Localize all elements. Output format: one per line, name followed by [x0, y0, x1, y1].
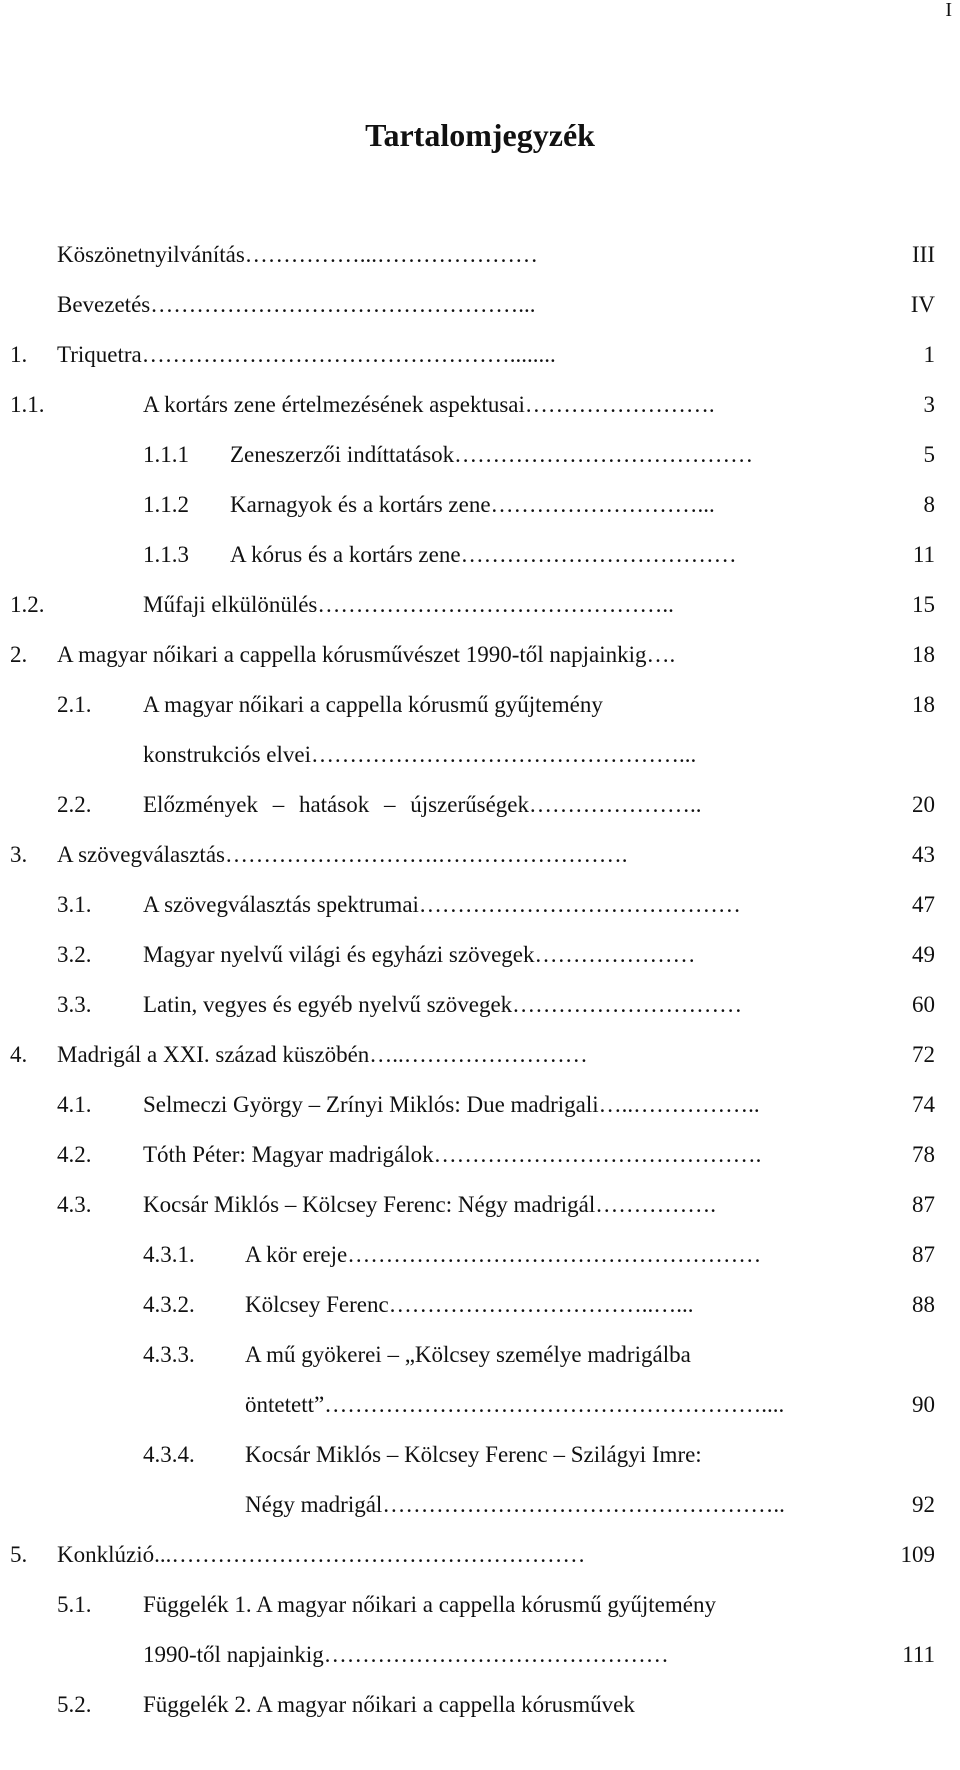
toc-entry-number: 4.3.1. — [143, 1242, 195, 1267]
toc-entry-leader: …………………………………………... — [311, 742, 697, 767]
toc-entry-title: konstrukciós elvei — [143, 742, 311, 767]
toc-entry — [0, 1085, 960, 1125]
toc-entry — [0, 435, 960, 475]
toc-entry-leader: ……………………………………………… — [347, 1242, 762, 1267]
toc-entry — [0, 485, 960, 525]
toc-entry-leader: ……………...………………… — [244, 242, 539, 267]
toc-entry-number: 1.1.2 — [143, 492, 189, 517]
toc-entry-title: A szövegválasztás spektrumai — [143, 892, 419, 917]
toc-entry-leader: …………………………………………........ — [141, 342, 556, 367]
toc-entry — [0, 735, 960, 775]
toc-entry-number: 4.3.4. — [143, 1442, 195, 1467]
toc-entry-page: 78 — [912, 1142, 935, 1167]
toc-entry-page: 49 — [912, 942, 935, 967]
toc-entry-leader: …………………………………… — [418, 892, 741, 917]
toc-entry-page: 5 — [923, 442, 935, 467]
toc-entry-title: Konklúzió — [57, 1542, 155, 1567]
toc-entry-title: Magyar nyelvű világi és egyházi szövegek — [143, 942, 535, 967]
toc-entry-page: 47 — [912, 892, 935, 917]
toc-entry — [0, 1385, 960, 1425]
toc-entry-page: 111 — [902, 1642, 935, 1667]
toc-entry-page: 72 — [912, 1042, 935, 1067]
toc-entry — [0, 935, 960, 975]
toc-entry-title: Bevezetés — [57, 292, 151, 317]
toc-entry — [0, 1635, 960, 1675]
toc-entry-number: 5. — [10, 1542, 28, 1567]
toc-entry-number: 4.3. — [57, 1192, 92, 1217]
toc-entry-number: 3.1. — [57, 892, 92, 917]
toc-entry-leader: ……………………. — [524, 392, 715, 417]
toc-entry-title: Selmeczi György – Zrínyi Miklós: Due madrigali — [143, 1092, 599, 1117]
toc-entry-page: 15 — [912, 592, 935, 617]
toc-entry-page: 92 — [912, 1492, 935, 1517]
toc-entry-leader: ……………………………………. — [433, 1142, 762, 1167]
toc-entry-leader: ……………. — [595, 1192, 716, 1217]
toc-entry-number: 4.3.2. — [143, 1292, 195, 1317]
toc-entry-title: Triquetra — [57, 342, 142, 367]
toc-entry-leader: ………………….. — [529, 792, 702, 817]
toc-entry-leader: ……………………………..…... — [388, 1292, 694, 1317]
toc-entry — [0, 285, 960, 325]
toc-entry-number: 3. — [10, 842, 28, 867]
toc-entry-number: 5.2. — [57, 1692, 92, 1717]
toc-entry — [0, 1285, 960, 1325]
toc-entry-title: öntetett” — [245, 1392, 325, 1417]
toc-entry-title: Négy madrigál — [245, 1492, 383, 1517]
toc-entry-title: Kölcsey Ferenc — [245, 1292, 389, 1317]
toc-entry-title: Függelék 2. A magyar nőikari a cappella kórusművek — [143, 1692, 635, 1717]
toc-entry-number: 1.2. — [10, 592, 45, 617]
toc-entry-number: 1.1. — [10, 392, 45, 417]
toc-entry-number: 1.1.3 — [143, 542, 189, 567]
toc-entry — [0, 1435, 960, 1475]
toc-entry-title: A magyar nőikari a cappella kórusmű gyűjtemény — [143, 692, 603, 717]
toc-entry — [0, 1135, 960, 1175]
toc-entry-title: Latin, vegyes és egyéb nyelvű szövegek — [143, 992, 513, 1017]
toc-entry-page: 74 — [912, 1092, 935, 1117]
toc-entry-number: 1.1.1 — [143, 442, 189, 467]
toc-entry-title: A szövegválasztás — [57, 842, 225, 867]
toc-entry-leader: …..…………………… — [369, 1042, 588, 1067]
toc-entry-page: 3 — [923, 392, 935, 417]
toc-entry-number: 2.1. — [57, 692, 92, 717]
toc-entry-title: Függelék 1. A magyar nőikari a cappella kórusmű gyűjtemény — [143, 1592, 716, 1617]
toc-entry-title: A kortárs zene értelmezésének aspektusai — [143, 392, 525, 417]
page-title: Tartalomjegyzék — [365, 117, 595, 153]
toc-entry-page: 43 — [912, 842, 935, 867]
toc-entry-leader: ...……………………………………………… — [154, 1542, 586, 1567]
toc-entry-leader: ………………………………………………….... — [324, 1392, 785, 1417]
toc-entry-page: 20 — [912, 792, 935, 817]
toc-entry-title: A kórus és a kortárs zene — [230, 542, 461, 567]
toc-entry-title: Műfaji elkülönülés — [143, 592, 318, 617]
toc-entry-leader: ……………………………… — [460, 542, 737, 567]
toc-entry-leader: …………………………………………... — [150, 292, 536, 317]
toc-entry-page: 11 — [912, 542, 935, 567]
toc-entry-number: 5.1. — [57, 1592, 92, 1617]
toc-entry — [0, 635, 960, 675]
toc-entry-leader: …. — [646, 642, 676, 667]
toc-entry — [0, 585, 960, 625]
toc-entry-number: 4.1. — [57, 1092, 92, 1117]
toc-entry — [0, 1585, 960, 1625]
toc-entry-page: 18 — [912, 642, 935, 667]
page-number-roman: I — [945, 0, 952, 21]
toc-entry-title: Előzmények – hatások – újszerűségek — [143, 792, 529, 817]
toc-entry-page: IV — [910, 292, 935, 317]
toc-entry-title: A mű gyökerei – „Kölcsey személye madrigálba — [245, 1342, 691, 1367]
toc-entry — [0, 235, 960, 275]
toc-entry-title: Madrigál a XXI. század küszöbén — [57, 1042, 370, 1067]
toc-entry-number: 4.3.3. — [143, 1342, 195, 1367]
toc-entry — [0, 1535, 960, 1575]
toc-entry-page: 18 — [912, 692, 935, 717]
toc-entry-leader: ……………………………………… — [323, 1642, 669, 1667]
toc-entry — [0, 1035, 960, 1075]
toc-entry-title: Kocsár Miklós – Kölcsey Ferenc – Szilágyi Imre: — [245, 1442, 702, 1467]
toc-entry-leader: ………………………………… — [454, 442, 754, 467]
toc-entry-leader: …..…………….. — [598, 1092, 760, 1117]
toc-entry-leader: …………………………………………….. — [382, 1492, 785, 1517]
toc-entry-title: Zeneszerzői indíttatások — [230, 442, 455, 467]
toc-entry-number: 3.2. — [57, 942, 92, 967]
toc-entry-page: 60 — [912, 992, 935, 1017]
toc-entry-page: 8 — [923, 492, 935, 517]
toc-entry-page: 109 — [900, 1542, 935, 1567]
toc-entry-leader: ……………………………………….. — [317, 592, 674, 617]
toc-entry — [0, 785, 960, 825]
toc-entry — [0, 385, 960, 425]
toc-entry — [0, 1685, 960, 1725]
toc-entry — [0, 1335, 960, 1375]
toc-entry-title: 1990-től napjainkig — [143, 1642, 324, 1667]
toc-entry-page: 1 — [923, 342, 935, 367]
toc-entry-page: 87 — [912, 1242, 935, 1267]
toc-entry-title: A magyar nőikari a cappella kórusművészet 1990-től napjainkig — [57, 642, 647, 667]
toc-entry-title: A kör ereje — [245, 1242, 348, 1267]
toc-entry-title: Köszönetnyilvánítás — [57, 242, 245, 267]
toc-entry-page: III — [912, 242, 935, 267]
toc-entry — [0, 1235, 960, 1275]
toc-entry — [0, 835, 960, 875]
toc-entry-page: 87 — [912, 1192, 935, 1217]
toc-entry-leader: ………………………… — [512, 992, 743, 1017]
toc-entry-leader: ………………… — [534, 942, 696, 967]
toc-entry-number: 4.2. — [57, 1142, 92, 1167]
toc-entry — [0, 885, 960, 925]
toc-entry-title: Kocsár Miklós – Kölcsey Ferenc: Négy madrigál — [143, 1192, 596, 1217]
toc-entry-title: Karnagyok és a kortárs zene — [230, 492, 491, 517]
toc-entry — [0, 335, 960, 375]
toc-entry-page: 88 — [912, 1292, 935, 1317]
toc-entry — [0, 1185, 960, 1225]
toc-entry-leader: ………………………... — [490, 492, 715, 517]
toc-entry — [0, 535, 960, 575]
toc-entry — [0, 1485, 960, 1525]
toc-entry — [0, 685, 960, 725]
toc-entry-page: 90 — [912, 1392, 935, 1417]
toc-entry-title: Tóth Péter: Magyar madrigálok — [143, 1142, 434, 1167]
toc-entry — [0, 985, 960, 1025]
toc-entry-number: 1. — [10, 342, 28, 367]
toc-entry-number: 2.2. — [57, 792, 92, 817]
toc-entry-number: 4. — [10, 1042, 28, 1067]
toc-entry-number: 3.3. — [57, 992, 92, 1017]
toc-entry-leader: ……………………….……………………. — [224, 842, 628, 867]
toc-entry-number: 2. — [10, 642, 28, 667]
